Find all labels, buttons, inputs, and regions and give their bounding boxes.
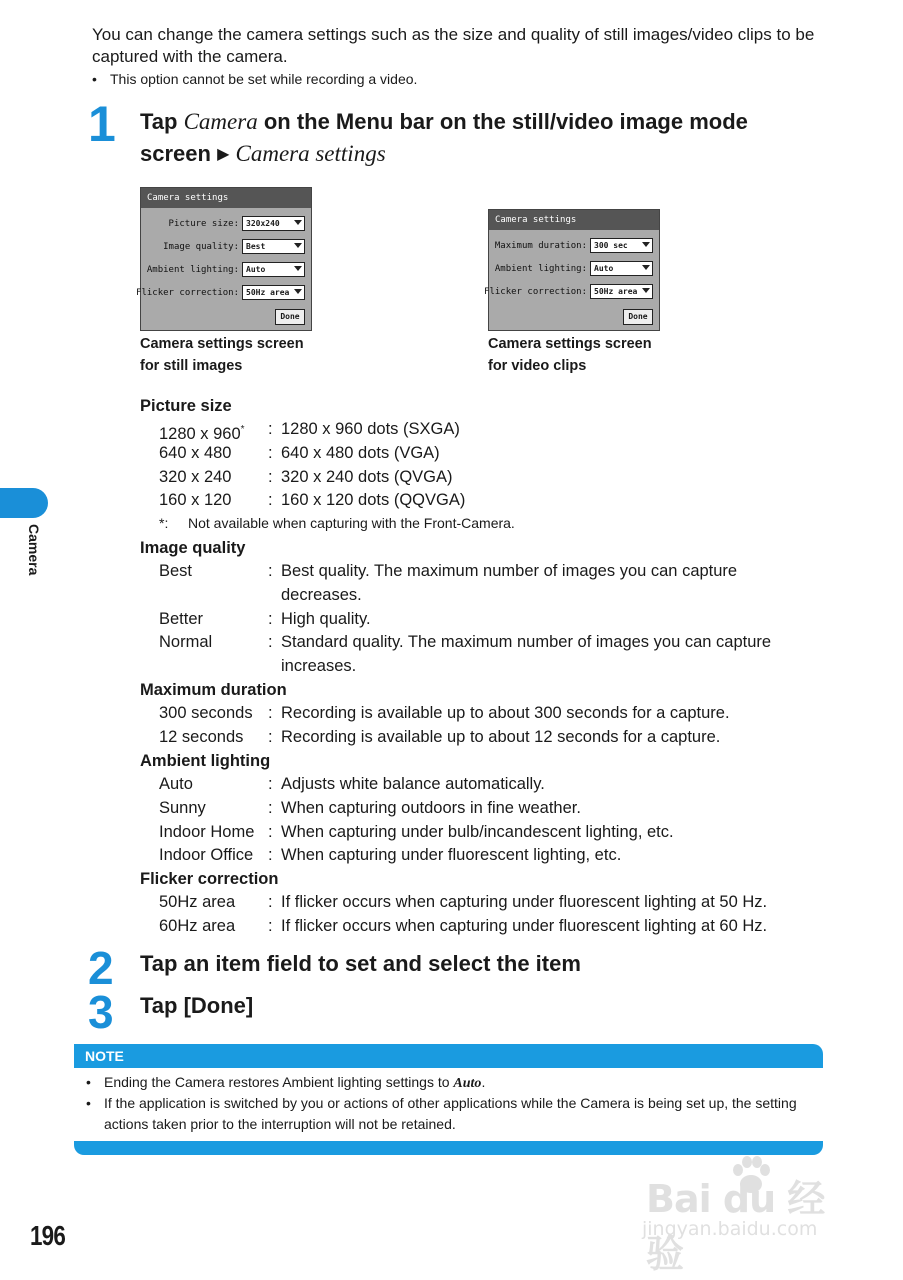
chevron-down-icon xyxy=(642,265,650,270)
row-label: Ambient lighting: xyxy=(146,264,239,275)
chapter-tab xyxy=(0,488,48,518)
term: Indoor Office xyxy=(159,846,254,864)
term: 50Hz area xyxy=(159,893,236,911)
row-label: Maximum duration: xyxy=(494,240,587,251)
bullet-dot: • xyxy=(86,1095,91,1111)
colon: : xyxy=(268,633,273,651)
select-value: 50Hz area xyxy=(246,288,290,297)
term: 60Hz area xyxy=(159,917,236,935)
colon: : xyxy=(268,610,273,628)
paw-icon xyxy=(726,1150,776,1200)
caption-line-1: Camera settings screen xyxy=(488,336,652,352)
caption-line-1: Camera settings screen xyxy=(140,336,304,352)
camera-settings-screen-video xyxy=(484,209,660,331)
term: 320 x 240 xyxy=(159,468,232,486)
description: Recording is available up to about 12 seconds for a capture. xyxy=(281,728,721,746)
description: Adjusts white balance automatically. xyxy=(281,775,545,793)
row-label: Picture size: xyxy=(168,218,239,229)
arrow-right-icon: ▶ xyxy=(217,146,230,163)
description: If flicker occurs when capturing under fluorescent lighting at 50 Hz. xyxy=(281,893,768,911)
colon: : xyxy=(268,491,273,509)
term: Normal xyxy=(159,633,213,651)
colon: : xyxy=(268,704,273,722)
note-header: NOTE xyxy=(74,1044,823,1068)
description: When capturing under fluorescent lighting, etc. xyxy=(281,846,622,864)
definition-row xyxy=(159,442,809,466)
definition-row xyxy=(159,726,809,750)
term: Indoor Home xyxy=(159,823,255,841)
step-1-camera: Camera xyxy=(183,109,258,134)
definition-row xyxy=(159,702,809,726)
image-quality-heading: Image quality xyxy=(140,539,246,557)
ambient-lighting-select[interactable] xyxy=(242,262,305,277)
definition-row xyxy=(159,844,809,868)
flicker-correction-row xyxy=(484,284,653,299)
colon: : xyxy=(268,775,273,793)
picture-size-select[interactable] xyxy=(242,216,305,231)
definition-row xyxy=(159,466,809,490)
footnote-text: Not available when capturing with the Front-Camera. xyxy=(188,515,515,531)
footnote-marker: * xyxy=(240,424,245,435)
step-1-settings: Camera settings xyxy=(235,141,386,166)
select-value: 320x240 xyxy=(246,219,280,228)
step-3-number: 3 xyxy=(88,986,114,1038)
select-value: Best xyxy=(246,242,266,251)
chapter-label: Camera xyxy=(26,524,42,576)
chevron-down-icon xyxy=(294,220,302,225)
step-1-title xyxy=(140,106,800,173)
definition-row xyxy=(159,560,809,607)
step-1-number: 1 xyxy=(88,96,116,152)
ambient-lighting-heading: Ambient lighting xyxy=(140,752,271,770)
ambient-lighting-row xyxy=(147,262,305,277)
note-item xyxy=(86,1072,806,1095)
row-label: Flicker correction: xyxy=(136,287,239,298)
flicker-correction-select[interactable] xyxy=(590,284,653,299)
term-text: 1280 x 960 xyxy=(159,425,241,443)
note-text-b: . xyxy=(481,1074,486,1090)
select-value: Auto xyxy=(594,264,614,273)
watermark-logo-text: Bai du xyxy=(646,1177,776,1221)
note-item xyxy=(86,1093,806,1134)
select-value: Auto xyxy=(246,265,266,274)
ambient-lighting-select[interactable] xyxy=(590,261,653,276)
description: High quality. xyxy=(281,610,371,628)
watermark xyxy=(640,1150,860,1276)
definition-row xyxy=(159,608,809,632)
definition-row xyxy=(159,489,809,513)
definition-row xyxy=(159,821,809,845)
select-value: 300 sec xyxy=(594,241,628,250)
caption-line-2: for still images xyxy=(140,358,243,374)
screen-title: Camera settings xyxy=(141,188,311,208)
colon: : xyxy=(268,562,273,580)
description: 160 x 120 dots (QQVGA) xyxy=(281,491,466,509)
step-3-title: Tap [Done] xyxy=(140,993,254,1018)
row-label: Flicker correction: xyxy=(484,286,587,297)
caption-video xyxy=(488,333,652,377)
screen-title: Camera settings xyxy=(489,210,659,230)
ambient-lighting-row xyxy=(495,261,653,276)
chevron-down-icon xyxy=(294,266,302,271)
description: 320 x 240 dots (QVGA) xyxy=(281,468,453,486)
note-text-a: Ending the Camera restores Ambient lighting settings to xyxy=(104,1074,454,1090)
term: 640 x 480 xyxy=(159,444,232,462)
flicker-correction-row xyxy=(136,285,305,300)
description: Best quality. The maximum number of images you can capture decreases. xyxy=(281,562,738,604)
colon: : xyxy=(268,420,273,438)
description: When capturing outdoors in fine weather. xyxy=(281,799,581,817)
term: Better xyxy=(159,610,204,628)
colon: : xyxy=(268,728,273,746)
definition-row xyxy=(159,915,809,939)
max-duration-heading: Maximum duration xyxy=(140,681,287,699)
colon: : xyxy=(268,799,273,817)
definition-row xyxy=(159,891,809,915)
chevron-down-icon xyxy=(642,288,650,293)
colon: : xyxy=(268,893,273,911)
intro-text: You can change the camera settings such as the size and quality of still images/video clips to be captured with the camera. xyxy=(92,25,815,66)
intro-bullet xyxy=(92,70,417,88)
select-value: 50Hz area xyxy=(594,287,638,296)
term: 300 seconds xyxy=(159,704,253,722)
picture-size-row xyxy=(169,216,305,231)
done-button[interactable]: Done xyxy=(275,309,305,325)
caption-line-2: for video clips xyxy=(488,358,587,374)
definition-row xyxy=(159,418,809,442)
term: 160 x 120 xyxy=(159,491,232,509)
definition-row xyxy=(159,631,809,678)
description: If flicker occurs when capturing under fluorescent lighting at 60 Hz. xyxy=(281,917,768,935)
watermark-jingyan: 经验 xyxy=(646,1177,825,1276)
bullet-dot: • xyxy=(92,71,97,87)
step-2-number: 2 xyxy=(88,942,114,994)
description: Recording is available up to about 300 seconds for a capture. xyxy=(281,704,730,722)
max-duration-select[interactable] xyxy=(590,238,653,253)
flicker-heading: Flicker correction xyxy=(140,870,279,888)
colon: : xyxy=(268,444,273,462)
image-quality-row xyxy=(163,239,305,254)
definition-row xyxy=(159,773,809,797)
max-duration-row xyxy=(495,238,653,253)
row-label: Ambient lighting: xyxy=(494,263,587,274)
colon: : xyxy=(268,846,273,864)
step-1-text-a: Tap xyxy=(140,109,184,134)
page-number: 196 xyxy=(30,1220,65,1251)
term: Best xyxy=(159,562,193,580)
caption-still xyxy=(140,333,304,377)
note-italic: Auto xyxy=(453,1076,482,1091)
description: 1280 x 960 dots (SXGA) xyxy=(281,420,460,438)
step-1-text-b: on the Menu bar on the still/video image mode screen xyxy=(140,109,748,166)
footnote-mark: *: xyxy=(159,515,169,531)
chevron-down-icon xyxy=(642,242,650,247)
colon: : xyxy=(268,823,273,841)
chevron-down-icon xyxy=(294,289,302,294)
note-text: If the application is switched by you or actions of other applications while the Camera is being set up, the setting actions taken prior to the interruption will not be retained. xyxy=(104,1095,797,1132)
description: Standard quality. The maximum number of images you can capture increases. xyxy=(281,633,772,675)
picture-size-heading: Picture size xyxy=(140,397,232,415)
done-button[interactable]: Done xyxy=(623,309,653,325)
term: 12 seconds xyxy=(159,728,244,746)
bullet-dot: • xyxy=(86,1074,91,1090)
row-label: Image quality: xyxy=(163,241,239,252)
definition-row xyxy=(159,797,809,821)
description: When capturing under bulb/incandescent lighting, etc. xyxy=(281,823,674,841)
note-text xyxy=(104,1072,806,1095)
colon: : xyxy=(268,917,273,935)
term: Auto xyxy=(159,775,193,793)
footnote xyxy=(159,514,515,532)
camera-settings-screen-still xyxy=(136,187,312,331)
chevron-down-icon xyxy=(294,243,302,248)
image-quality-select[interactable] xyxy=(242,239,305,254)
intro-bullet-text: This option cannot be set while recording a video. xyxy=(110,71,418,87)
term: Sunny xyxy=(159,799,206,817)
flicker-correction-select[interactable] xyxy=(242,285,305,300)
description: 640 x 480 dots (VGA) xyxy=(281,444,440,462)
step-2-title: Tap an item field to set and select the item xyxy=(140,951,581,976)
colon: : xyxy=(268,468,273,486)
watermark-url: jingyan.baidu.com xyxy=(642,1218,818,1240)
